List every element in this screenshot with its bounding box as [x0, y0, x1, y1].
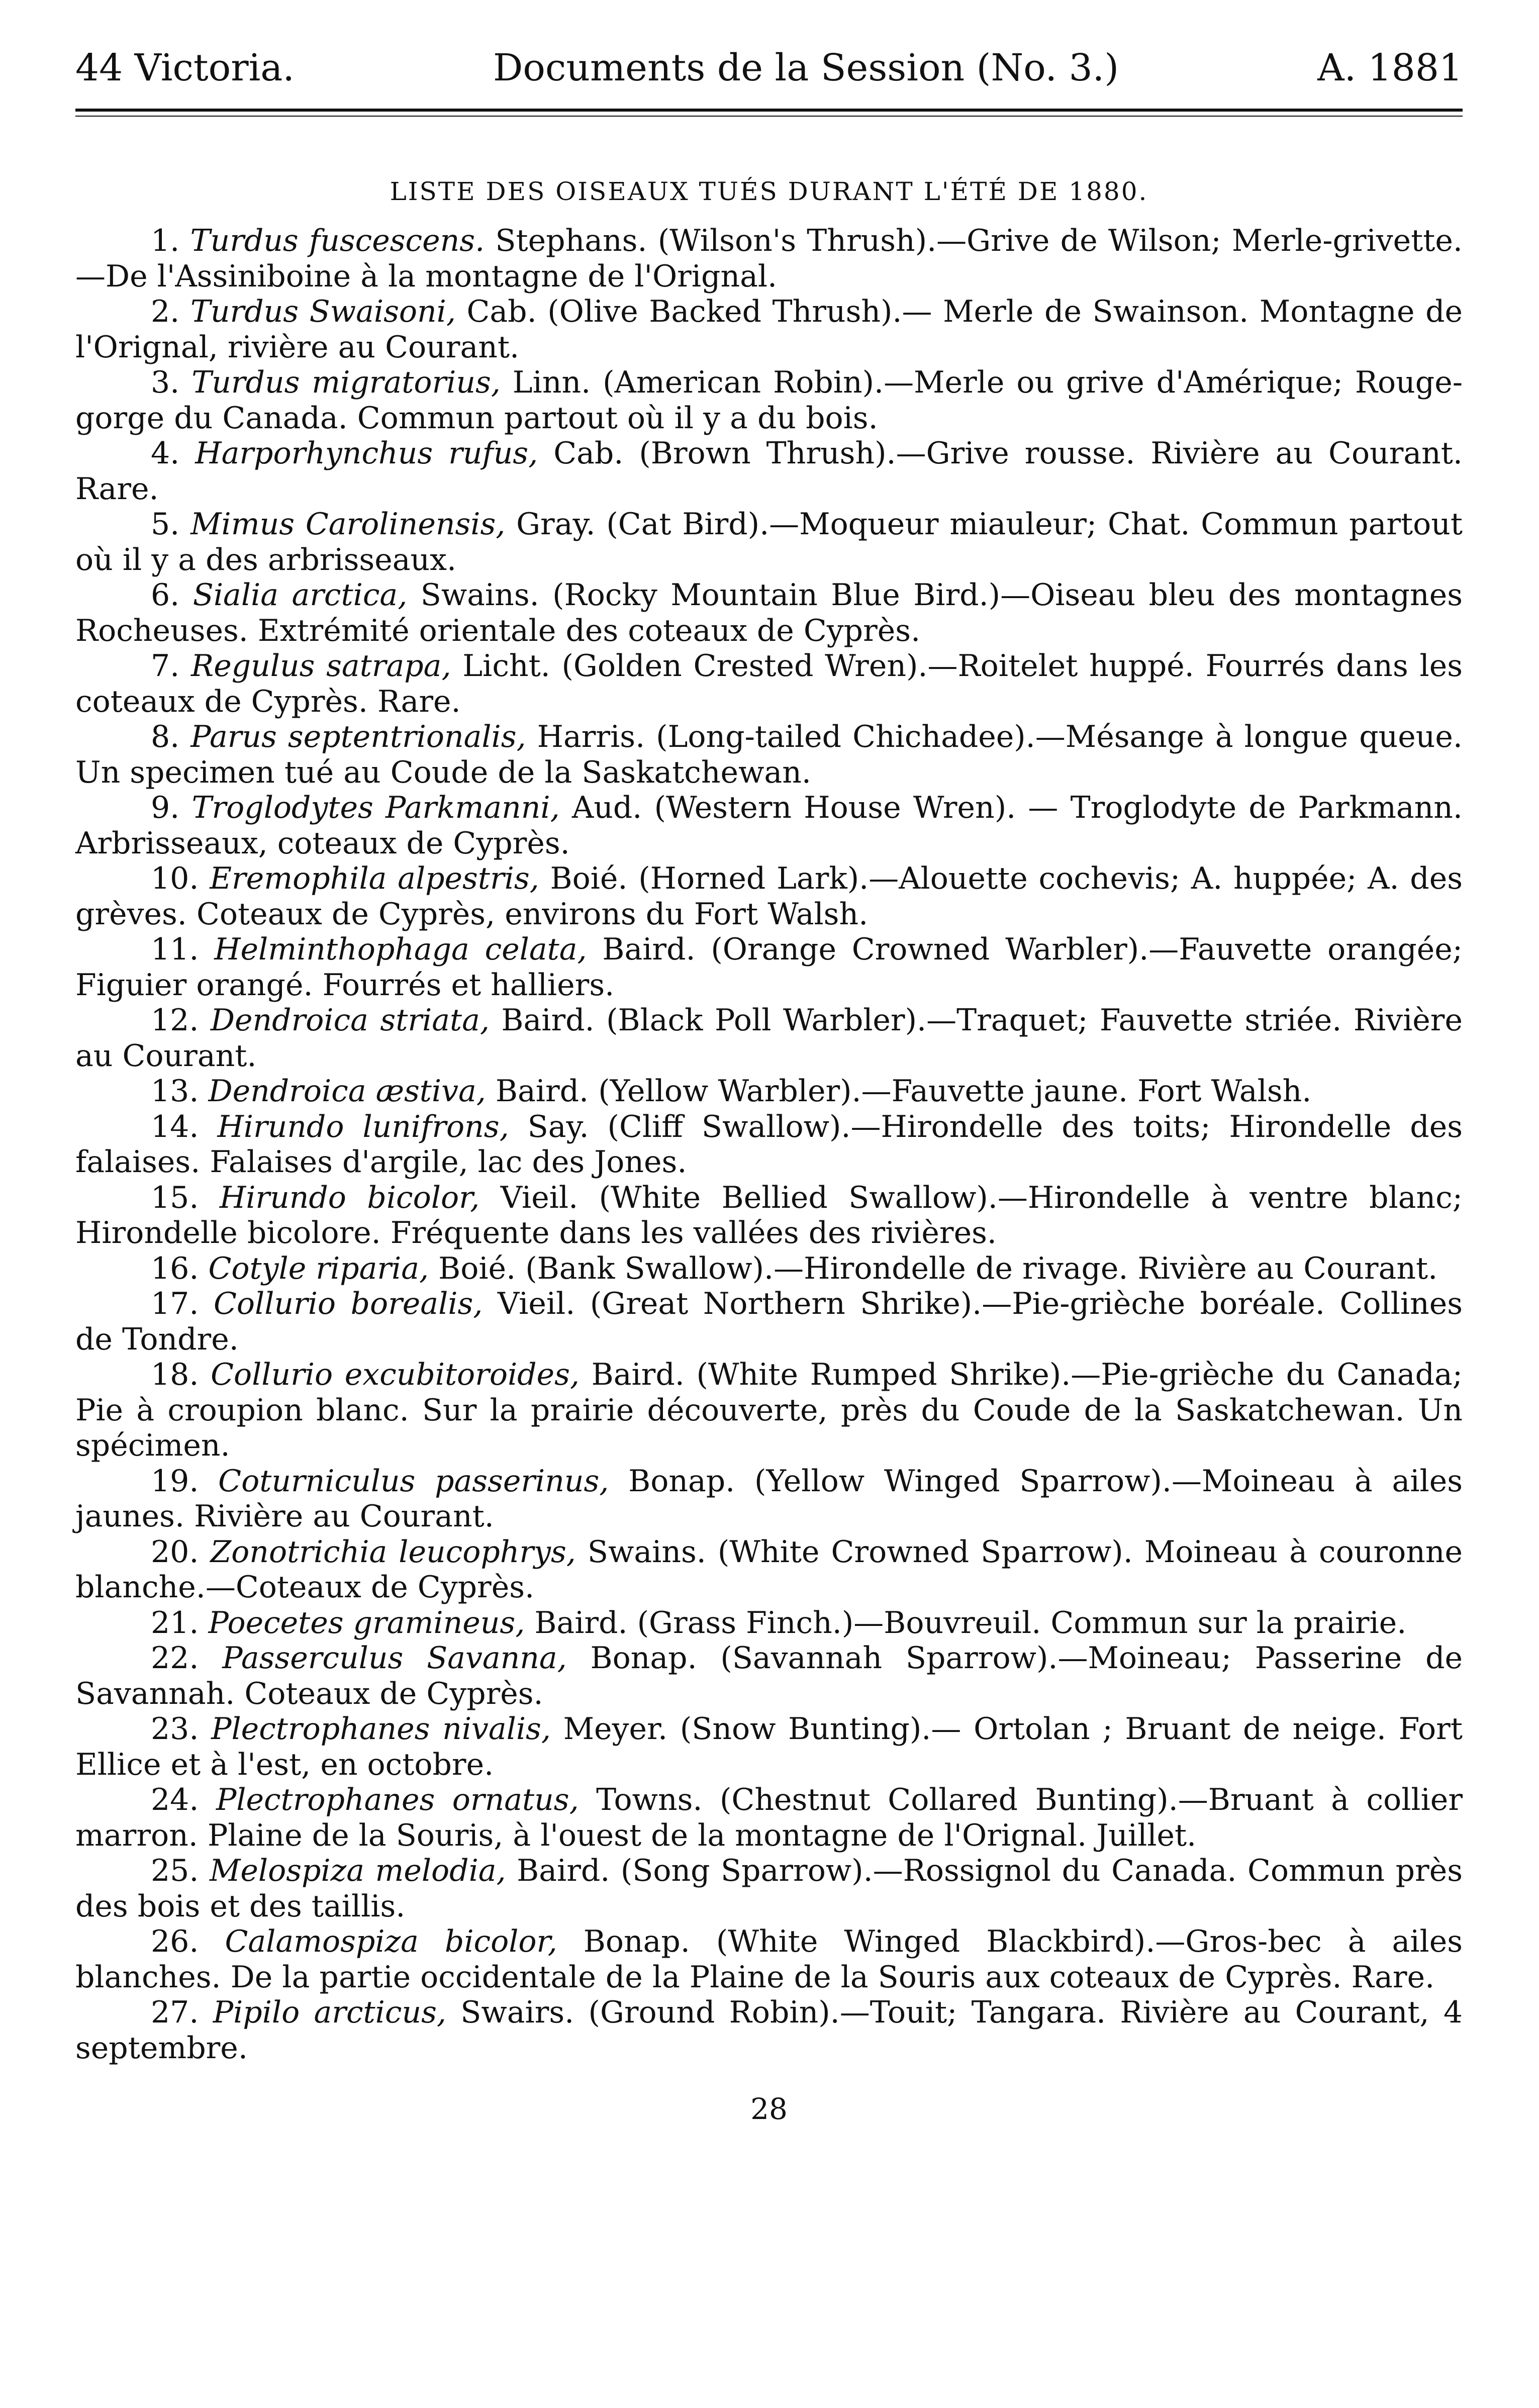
entry-latin-name: Poecetes gramineus, — [208, 1605, 525, 1641]
entry-number: 15. — [151, 1180, 220, 1215]
entry-latin-name: Plectrophanes nivalis, — [211, 1711, 551, 1747]
list-entry — [75, 1924, 1463, 1995]
entry-number: 1. — [151, 223, 190, 259]
entry-description: Boié. (Horned Lark).—Alouette cochevis; A. huppée; A. des grèves. Coteaux de Cyprès, environs du Fort Walsh. — [75, 861, 1463, 932]
entry-description: Bonap. (Yellow Winged Sparrow).—Moineau à ailes jaunes. Rivière au Courant. — [75, 1463, 1463, 1534]
entry-description: Bonap. (White Winged Blackbird).—Gros-bec à ailes blanches. De la partie occidentale de la Plaine de la Souris aux coteaux de Cyprès. Rare. — [75, 1924, 1463, 1995]
entry-description: Baird. (Song Sparrow).—Rossignol du Canada. Commun près des bois et des taillis. — [75, 1853, 1463, 1924]
list-title: LISTE DES OISEAUX TUÉS DURANT L'ÉTÉ DE 1880. — [390, 177, 1148, 207]
page-content — [75, 48, 1463, 2126]
list-entry — [75, 1853, 1463, 1924]
list-entry — [75, 1003, 1463, 1074]
list-entry — [75, 1464, 1463, 1534]
list-entry — [75, 648, 1463, 719]
entry-latin-name: Pipilo arcticus, — [213, 1995, 446, 2031]
entry-number: 17. — [151, 1286, 214, 1322]
entry-latin-name: Sialia arctica, — [193, 577, 408, 613]
entry-description: Boié. (Bank Swallow).—Hirondelle de rivage. Rivière au Courant. — [429, 1250, 1438, 1286]
entry-number: 7. — [151, 648, 191, 684]
list-entry — [75, 1357, 1463, 1464]
entry-number: 22. — [151, 1641, 223, 1676]
entry-number: 2. — [151, 294, 190, 330]
entry-description: Baird. (Black Poll Warbler).—Traquet; Fauvette striée. Rivière au Courant. — [75, 1003, 1463, 1074]
entry-number: 19. — [151, 1463, 219, 1499]
entry-description: Baird. (White Rumped Shrike).—Pie-grièche du Canada; Pie à croupion blanc. Sur la prairie découverte, près du Coude de la Saskatchewan. Un spécimen. — [75, 1357, 1463, 1464]
entry-number: 26. — [151, 1924, 225, 1960]
entry-latin-name: Dendroica striata, — [210, 1003, 490, 1038]
entry-number: 11. — [151, 932, 215, 968]
entry-description: Baird. (Orange Crowned Warbler).—Fauvette orangée; Figuier orangé. Fourrés et halliers. — [75, 932, 1463, 1003]
list-entry — [75, 1109, 1463, 1180]
entry-description: Aud. (Western House Wren). — Troglodyte de Parkmann. Arbrisseaux, coteaux de Cyprès. — [75, 790, 1463, 861]
bird-list — [75, 223, 1463, 2066]
entry-latin-name: Mimus Carolinensis, — [190, 507, 506, 542]
entry-number: 25. — [151, 1853, 210, 1889]
list-entry — [75, 790, 1463, 861]
entry-description: Baird. (Grass Finch.)—Bouvreuil. Commun sur la prairie. — [525, 1605, 1407, 1641]
entry-description: Swairs. (Ground Robin).—Touit; Tangara. Rivière au Courant, 4 septembre. — [75, 1995, 1463, 2066]
entry-description: Harris. (Long-tailed Chichadee).—Mésange à longue queue. Un specimen tué au Coude de la Saskatchewan. — [75, 719, 1463, 790]
list-entry — [75, 577, 1463, 648]
entry-number: 3. — [151, 365, 192, 401]
entry-number: 18. — [151, 1357, 211, 1393]
list-entry — [75, 294, 1463, 365]
entry-number: 6. — [151, 577, 193, 613]
entry-description: Swains. (Rocky Mountain Blue Bird.)—Oiseau bleu des montagnes Rocheuses. Extrémité orientale des coteaux de Cyprès. — [75, 577, 1463, 648]
list-entry — [75, 1782, 1463, 1853]
page-number: 28 — [750, 2092, 788, 2127]
entry-latin-name: Eremophila alpestris, — [210, 861, 539, 897]
list-entry — [75, 1641, 1463, 1711]
entry-latin-name: Zonotrichia leucophrys, — [210, 1534, 576, 1570]
entry-latin-name: Hirundo lunifrons, — [217, 1109, 509, 1144]
entry-number: 10. — [151, 861, 210, 897]
entry-number: 23. — [151, 1711, 212, 1747]
entry-latin-name: Turdus migratorius, — [191, 365, 501, 401]
entry-number: 13. — [151, 1074, 209, 1109]
entry-description: Stephans. (Wilson's Thrush).—Grive de Wilson; Merle-grivette.—De l'Assiniboine à la montagne de l'Orignal. — [75, 223, 1463, 294]
entry-latin-name: Collurio excubitoroides, — [211, 1357, 580, 1393]
entry-number: 20. — [151, 1534, 211, 1570]
header-rule-thin — [75, 116, 1463, 117]
list-entry — [75, 223, 1463, 294]
header-right: A. 1881 — [1317, 46, 1463, 89]
entry-latin-name: Regulus satrapa, — [191, 648, 451, 684]
entry-description: Swains. (White Crowned Sparrow). Moineau à couronne blanche.—Coteaux de Cyprès. — [75, 1534, 1463, 1605]
list-entry — [75, 1534, 1463, 1605]
entry-description: Say. (Cliff Swallow).—Hirondelle des toits; Hirondelle des falaises. Falaises d'argile, lac des Jones. — [75, 1109, 1463, 1180]
entry-latin-name: Calamospiza bicolor, — [225, 1924, 557, 1960]
entry-latin-name: Cotyle riparia, — [208, 1250, 429, 1286]
entry-number: 5. — [151, 507, 191, 542]
entry-latin-name: Hirundo bicolor, — [219, 1180, 480, 1215]
header-center: Documents de la Session (No. 3.) — [493, 46, 1119, 89]
entry-number: 4. — [151, 436, 196, 471]
entry-description: Towns. (Chestnut Collared Bunting).—Bruant à collier marron. Plaine de la Souris, à l'ouest de la montagne de l'Orignal. Juillet. — [75, 1782, 1463, 1853]
list-entry — [75, 1711, 1463, 1782]
entry-latin-name: Coturniculus passerinus, — [218, 1463, 609, 1499]
entry-number: 27. — [151, 1995, 213, 2031]
entry-latin-name: Harporhynchus rufus, — [195, 436, 538, 471]
list-entry — [75, 1251, 1463, 1287]
entry-latin-name: Parus septentrionalis, — [190, 719, 526, 755]
entry-latin-name: Melospiza melodia, — [209, 1853, 506, 1889]
entry-latin-name: Dendroica æstiva, — [208, 1074, 486, 1109]
list-entry — [75, 861, 1463, 932]
running-header — [75, 48, 1463, 88]
list-entry — [75, 719, 1463, 790]
entry-description: Bonap. (Savannah Sparrow).—Moineau; Passerine de Savannah. Coteaux de Cyprès. — [75, 1641, 1463, 1711]
entry-latin-name: Helminthophaga celata, — [214, 932, 587, 968]
header-rule-thick — [75, 109, 1463, 112]
entry-number: 9. — [151, 790, 192, 826]
list-entry — [75, 507, 1463, 577]
entry-description: Linn. (American Robin).—Merle ou grive d'Amérique; Rouge-gorge du Canada. Commun partout où il y a du bois. — [75, 365, 1463, 436]
entry-number: 12. — [151, 1003, 211, 1038]
list-entry — [75, 1605, 1463, 1641]
list-entry — [75, 1074, 1463, 1109]
entry-number: 8. — [151, 719, 191, 755]
entry-latin-name: Plectrophanes ornatus, — [216, 1782, 579, 1818]
entry-number: 16. — [151, 1250, 209, 1286]
entry-latin-name: Collurio borealis, — [213, 1286, 483, 1322]
entry-number: 14. — [151, 1109, 218, 1144]
header-left: 44 Victoria. — [75, 46, 295, 89]
list-entry — [75, 436, 1463, 507]
list-entry — [75, 1995, 1463, 2066]
list-entry — [75, 932, 1463, 1003]
list-entry — [75, 1180, 1463, 1251]
entry-number: 24. — [151, 1782, 216, 1818]
entry-latin-name: Passerculus Savanna, — [222, 1641, 567, 1676]
entry-latin-name: Turdus Swaisoni, — [190, 294, 456, 330]
entry-description: Gray. (Cat Bird).—Moqueur miauleur; Chat. Commun partout où il y a des arbrisseaux. — [75, 507, 1463, 577]
list-entry — [75, 1286, 1463, 1357]
entry-number: 21. — [151, 1605, 209, 1641]
entry-description: Licht. (Golden Crested Wren).—Roitelet huppé. Fourrés dans les coteaux de Cyprès. Rare. — [75, 648, 1463, 719]
list-entry — [75, 365, 1463, 436]
entry-latin-name: Troglodytes Parkmanni, — [191, 790, 560, 826]
entry-description: Cab. (Olive Backed Thrush).— Merle de Swainson. Montagne de l'Orignal, rivière au Courant. — [75, 294, 1463, 365]
entry-description: Baird. (Yellow Warbler).—Fauvette jaune. Fort Walsh. — [486, 1074, 1312, 1109]
entry-description: Vieil. (Great Northern Shrike).—Pie-grièche boréale. Collines de Tondre. — [75, 1286, 1463, 1357]
entry-description: Vieil. (White Bellied Swallow).—Hirondelle à ventre blanc; Hirondelle bicolore. Fréquente dans les vallées des rivières. — [75, 1180, 1463, 1251]
entry-description: Cab. (Brown Thrush).—Grive rousse. Rivière au Courant. Rare. — [75, 436, 1463, 507]
entry-description: Meyer. (Snow Bunting).— Ortolan ; Bruant de neige. Fort Ellice et à l'est, en octobre. — [75, 1711, 1463, 1782]
entry-latin-name: Turdus fuscescens. — [190, 223, 485, 259]
